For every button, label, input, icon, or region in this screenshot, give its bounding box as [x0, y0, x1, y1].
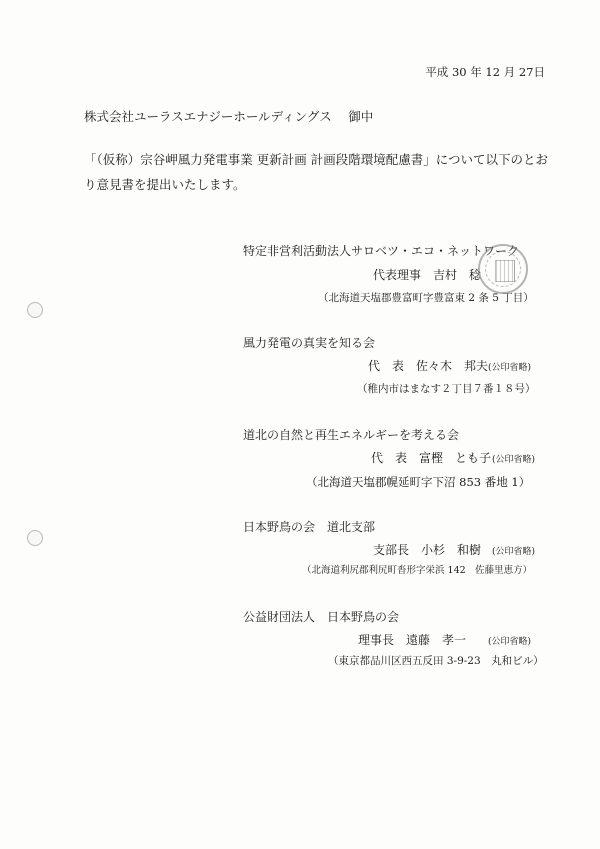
body-text-line-2: り意見書を提出いたします。 — [84, 177, 246, 192]
seal-omitted-note-2: (公印省略) — [488, 363, 532, 373]
seal-omitted-note-3: (公印省略) — [492, 455, 536, 465]
document-date: 平成 30 年 12 月 27日 — [425, 65, 545, 79]
seal-omitted-note-4: (公印省略) — [492, 547, 536, 557]
signatory-address-2: （稚内市はまなす２丁目７番１８号） — [357, 383, 536, 395]
signatory-address-5: （東京都品川区西五反田 3-9-23 丸和ビル） — [328, 655, 544, 667]
signatory-rep-5: 理事長 遠藤 孝一 — [358, 633, 467, 647]
body-text-line-1: 「（仮称）宗谷岬風力発電事業 更新計画 計画段階環境配慮書」について以下のとお — [84, 152, 548, 167]
signatory-org-4: 日本野鳥の会 道北支部 — [243, 520, 376, 534]
punch-hole-top — [27, 302, 43, 318]
addressee: 株式会社ユーラスエナジーホールディングス 御中 — [84, 109, 374, 124]
signatory-address-3: （北海道天塩郡幌延町字下沼 853 番地 1） — [306, 475, 531, 489]
signatory-org-2: 風力発電の真実を知る会 — [243, 336, 376, 350]
signatory-address-4: （北海道利尻郡利尻町沓形字栄浜 142 佐藤里恵方） — [302, 565, 533, 576]
signatory-rep-2: 代 表 佐々木 邦夫 — [368, 359, 489, 373]
signatory-rep-3: 代 表 富樫 とも子 — [371, 451, 492, 465]
signatory-address-1: （北海道天塩郡豊富町字豊富東 2 条 5 丁目） — [318, 292, 534, 304]
punch-hole-bottom — [27, 530, 43, 546]
seal-omitted-note-5: (公印省略) — [488, 637, 532, 647]
signatory-rep-4: 支部長 小杉 和樹 — [373, 543, 482, 557]
signatory-org-1: 特定非営利活動法人サロベツ・エコ・ネットワーク — [243, 244, 520, 258]
signatory-rep-1: 代表理事 吉村 稔 — [373, 268, 482, 282]
signatory-org-3: 道北の自然と再生エネルギーを考える会 — [243, 428, 460, 442]
signatory-org-5: 公益財団法人 日本野鳥の会 — [243, 610, 400, 624]
official-seal-stamp — [478, 244, 528, 294]
